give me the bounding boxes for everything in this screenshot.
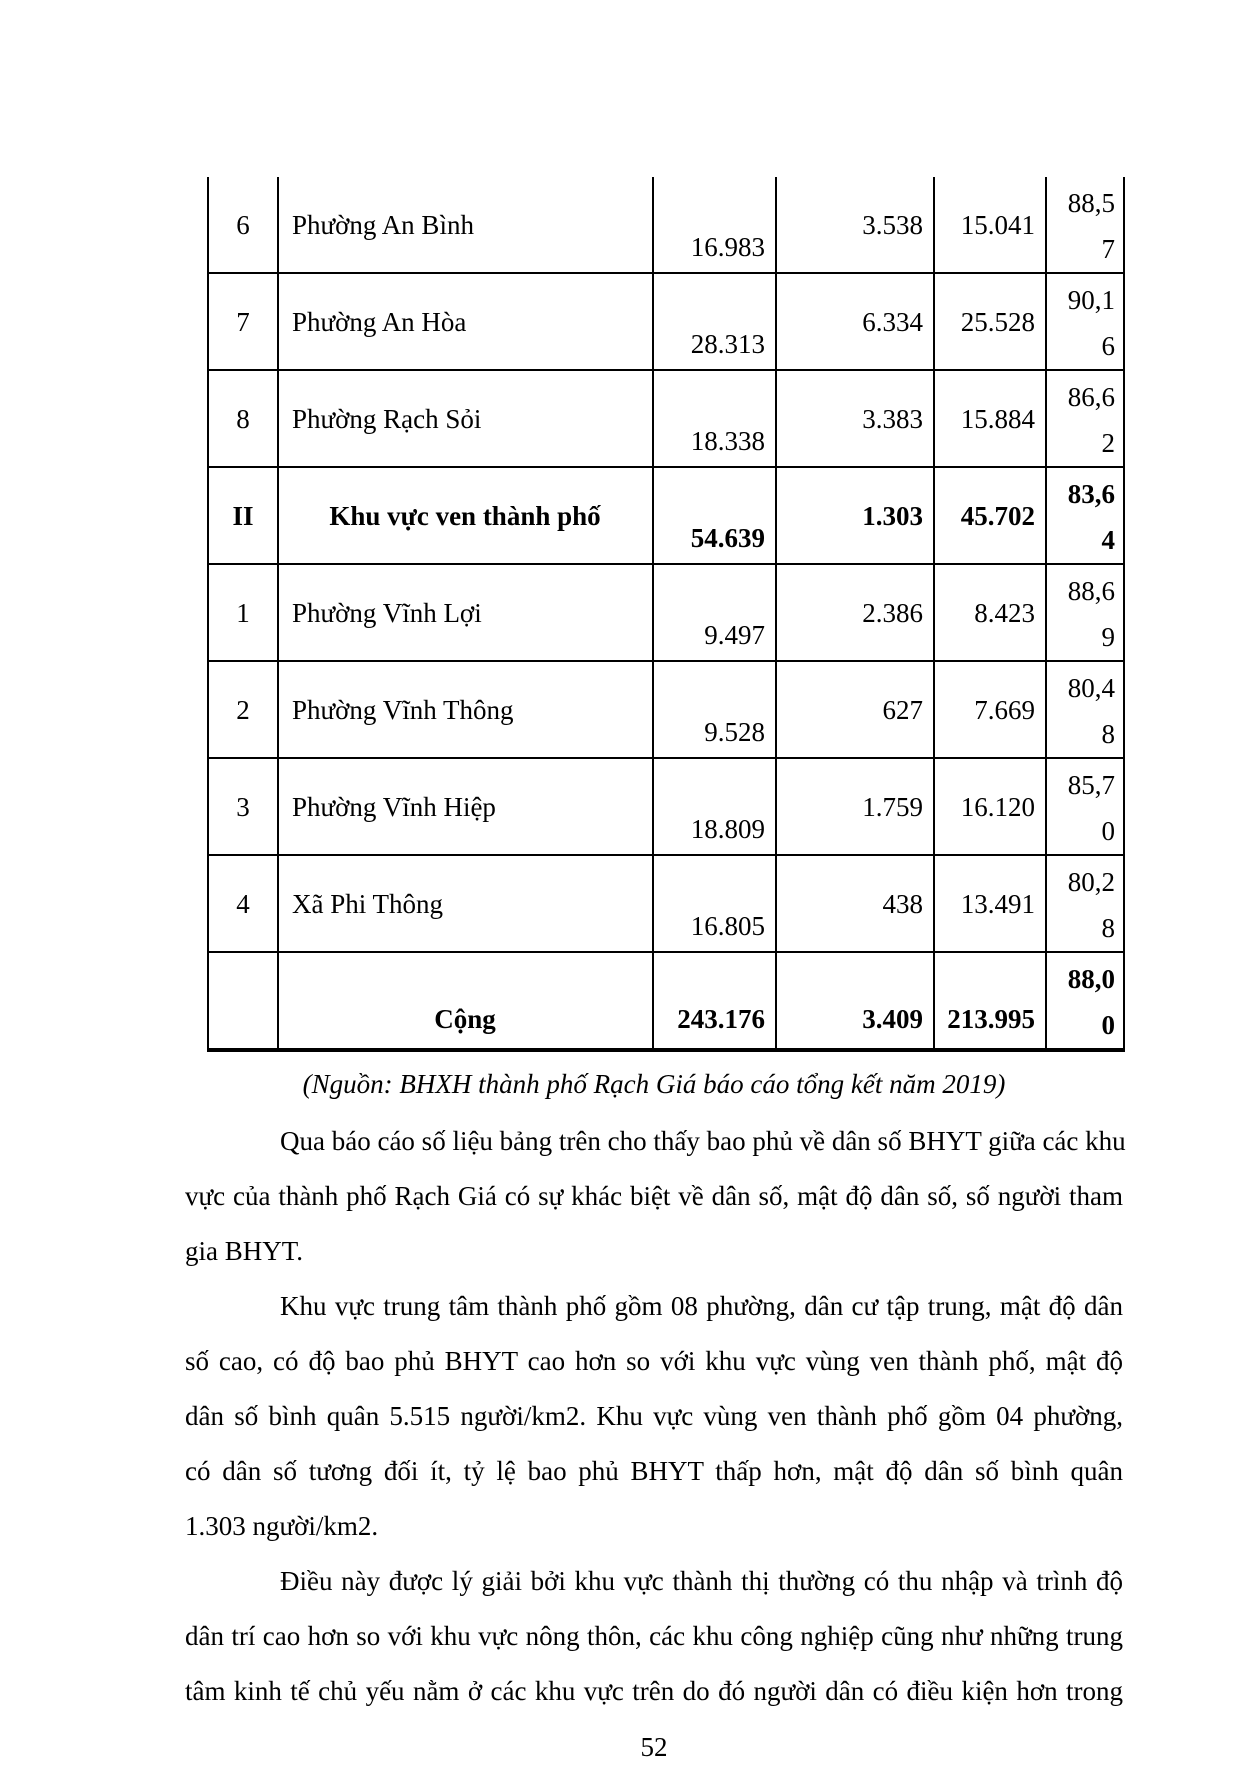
table-source-caption: (Nguồn: BHXH thành phố Rạch Giá báo cáo tổng kết năm 2019) [302, 1069, 1006, 1099]
cell-c4: 438 [776, 855, 934, 952]
body-text-line: 1.303 người/km2. [185, 1511, 379, 1541]
cell-stt [208, 952, 278, 1050]
cell-c3: 16.805 [653, 855, 776, 952]
cell-c3: 9.497 [653, 564, 776, 661]
cell-c4: 3.538 [776, 177, 934, 273]
cell-c4: 3.409 [776, 952, 934, 1050]
cell-c5: 213.995 [934, 952, 1046, 1050]
table-row [208, 564, 1124, 661]
cell-stt: II [208, 467, 278, 564]
cell-name: Khu vực ven thành phố [278, 467, 653, 564]
table-row [208, 855, 1124, 952]
cell-c3: 16.983 [653, 177, 776, 273]
table-row [208, 758, 1124, 855]
body-text-line: có dân số tương đối ít, tỷ lệ bao phủ BHYT thấp hơn, mật độ dân số bình quân [185, 1456, 1123, 1486]
cell-c5: 13.491 [934, 855, 1046, 952]
cell-c3: 243.176 [653, 952, 776, 1050]
table-row [208, 177, 1124, 273]
cell-stt: 3 [208, 758, 278, 855]
cell-stt: 2 [208, 661, 278, 758]
cell-name: Phường An Hòa [278, 273, 653, 370]
body-text [185, 1114, 1126, 1719]
cell-c3: 18.338 [653, 370, 776, 467]
cell-pct: 83,6 4 [1046, 467, 1124, 564]
cell-stt: 6 [208, 177, 278, 273]
cell-pct: 85,7 0 [1046, 758, 1124, 855]
cell-c4: 627 [776, 661, 934, 758]
table-row [208, 273, 1124, 370]
body-text-line: dân trí cao hơn so với khu vực nông thôn, các khu công nghiệp cũng như những trung [185, 1621, 1123, 1651]
table-row [208, 952, 1124, 1050]
cell-stt: 4 [208, 855, 278, 952]
body-text-line: Khu vực trung tâm thành phố gồm 08 phường, dân cư tập trung, mật độ dân [280, 1291, 1123, 1321]
cell-name: Xã Phi Thông [278, 855, 653, 952]
cell-c5: 8.423 [934, 564, 1046, 661]
cell-pct: 88,6 9 [1046, 564, 1124, 661]
cell-pct: 88,0 0 [1046, 952, 1124, 1050]
cell-c5: 7.669 [934, 661, 1046, 758]
cell-name: Phường An Bình [278, 177, 653, 273]
body-text-line: vực của thành phố Rạch Giá có sự khác biệt về dân số, mật độ dân số, số người tham [185, 1181, 1123, 1211]
body-text-line: gia BHYT. [185, 1236, 303, 1266]
table-row [208, 370, 1124, 467]
cell-name: Phường Vĩnh Hiệp [278, 758, 653, 855]
cell-stt: 1 [208, 564, 278, 661]
body-text-line: Điều này được lý giải bởi khu vực thành thị thường có thu nhập và trình độ [280, 1566, 1123, 1596]
cell-c4: 3.383 [776, 370, 934, 467]
cell-c5: 16.120 [934, 758, 1046, 855]
cell-stt: 8 [208, 370, 278, 467]
cell-pct: 86,6 2 [1046, 370, 1124, 467]
cell-name: Cộng [278, 952, 653, 1050]
cell-c5: 15.884 [934, 370, 1046, 467]
bhyt-coverage-table-body [208, 177, 1124, 1050]
cell-c3: 9.528 [653, 661, 776, 758]
cell-stt: 7 [208, 273, 278, 370]
body-text-line: dân số bình quân 5.515 người/km2. Khu vực vùng ven thành phố gồm 04 phường, [185, 1401, 1123, 1431]
cell-pct: 80,2 8 [1046, 855, 1124, 952]
cell-c3: 28.313 [653, 273, 776, 370]
cell-c4: 1.303 [776, 467, 934, 564]
table-row [208, 467, 1124, 564]
cell-c5: 25.528 [934, 273, 1046, 370]
body-text-line: số cao, có độ bao phủ BHYT cao hơn so với khu vực vùng ven thành phố, mật độ [185, 1346, 1123, 1376]
page-number: 52 [640, 1732, 668, 1762]
cell-c3: 18.809 [653, 758, 776, 855]
cell-pct: 90,1 6 [1046, 273, 1124, 370]
cell-name: Phường Vĩnh Thông [278, 661, 653, 758]
cell-c4: 6.334 [776, 273, 934, 370]
cell-pct: 80,4 8 [1046, 661, 1124, 758]
cell-pct: 88,5 7 [1046, 177, 1124, 273]
cell-c3: 54.639 [653, 467, 776, 564]
bhyt-coverage-table [207, 177, 1125, 1052]
cell-c5: 45.702 [934, 467, 1046, 564]
cell-name: Phường Vĩnh Lợi [278, 564, 653, 661]
cell-name: Phường Rạch Sỏi [278, 370, 653, 467]
cell-c5: 15.041 [934, 177, 1046, 273]
body-text-line: tâm kinh tế chủ yếu nằm ở các khu vực trên do đó người dân có điều kiện hơn trong [185, 1676, 1123, 1706]
body-text-line: Qua báo cáo số liệu bảng trên cho thấy bao phủ về dân số BHYT giữa các khu [280, 1126, 1126, 1156]
table-row [208, 661, 1124, 758]
cell-c4: 2.386 [776, 564, 934, 661]
cell-c4: 1.759 [776, 758, 934, 855]
